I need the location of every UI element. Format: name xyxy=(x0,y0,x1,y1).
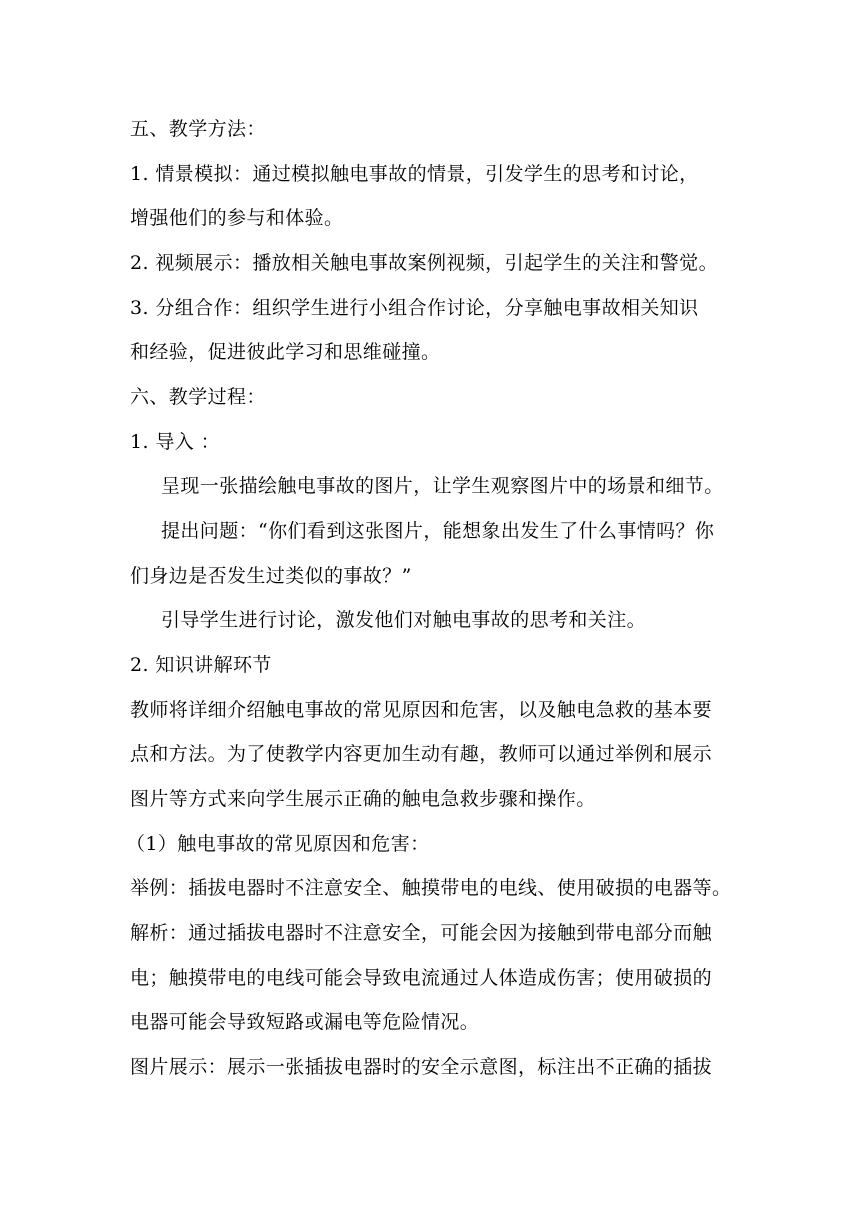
example-line: 举例：插拔电器时不注意安全、触摸带电的电线、使用破损的电器等。 xyxy=(130,877,732,899)
intro-paragraph-2-line-2: 们身边是否发生过类似的事故？” xyxy=(130,565,412,587)
intro-paragraph-1: 呈现一张描绘触电事故的图片，让学生观察图片中的场景和细节。 xyxy=(161,475,724,497)
method-3-line-2: 和经验，促进彼此学习和思维碰撞。 xyxy=(130,341,441,363)
knowledge-paragraph-line-1: 教师将详细介绍触电事故的常见原因和危害，以及触电急救的基本要 xyxy=(130,699,713,721)
intro-paragraph-2-line-1: 提出问题：“你们看到这张图片，能想象出发生了什么事情吗？你 xyxy=(161,520,715,542)
step-2-heading: 2. 知识讲解环节 xyxy=(130,654,272,676)
subsection-1-heading: （1）触电事故的常见原因和危害： xyxy=(126,833,430,855)
analysis-line-2: 电；触摸带电的电线可能会导致电流通过人体造成伤害；使用破损的 xyxy=(130,967,713,989)
step-1-heading: 1. 导入 ： xyxy=(130,431,221,453)
section-heading-teaching-process: 六、教学过程： xyxy=(130,386,266,408)
method-3-line-1: 3. 分组合作：组织学生进行小组合作讨论，分享触电事故相关知识 xyxy=(130,297,699,319)
method-1-line-2: 增强他们的参与和体验。 xyxy=(130,207,344,229)
analysis-line-1: 解析：通过插拔电器时不注意安全，可能会因为接触到带电部分而触 xyxy=(130,922,713,944)
knowledge-paragraph-line-3: 图片等方式来向学生展示正确的触电急救步骤和操作。 xyxy=(130,788,596,810)
method-1-line-1: 1. 情景模拟：通过模拟触电事故的情景，引发学生的思考和讨论， xyxy=(130,163,699,185)
section-heading-teaching-methods: 五、教学方法： xyxy=(130,118,266,140)
method-2: 2. 视频展示：播放相关触电事故案例视频，引起学生的关注和警觉。 xyxy=(130,252,718,274)
analysis-line-3: 电器可能会导致短路或漏电等危险情况。 xyxy=(130,1011,480,1033)
knowledge-paragraph-line-2: 点和方法。为了使教学内容更加生动有趣，教师可以通过举例和展示 xyxy=(130,743,713,765)
image-display-line: 图片展示：展示一张插拔电器时的安全示意图，标注出不正确的插拔 xyxy=(130,1056,713,1078)
intro-paragraph-3: 引导学生进行讨论，激发他们对触电事故的思考和关注。 xyxy=(161,609,647,631)
